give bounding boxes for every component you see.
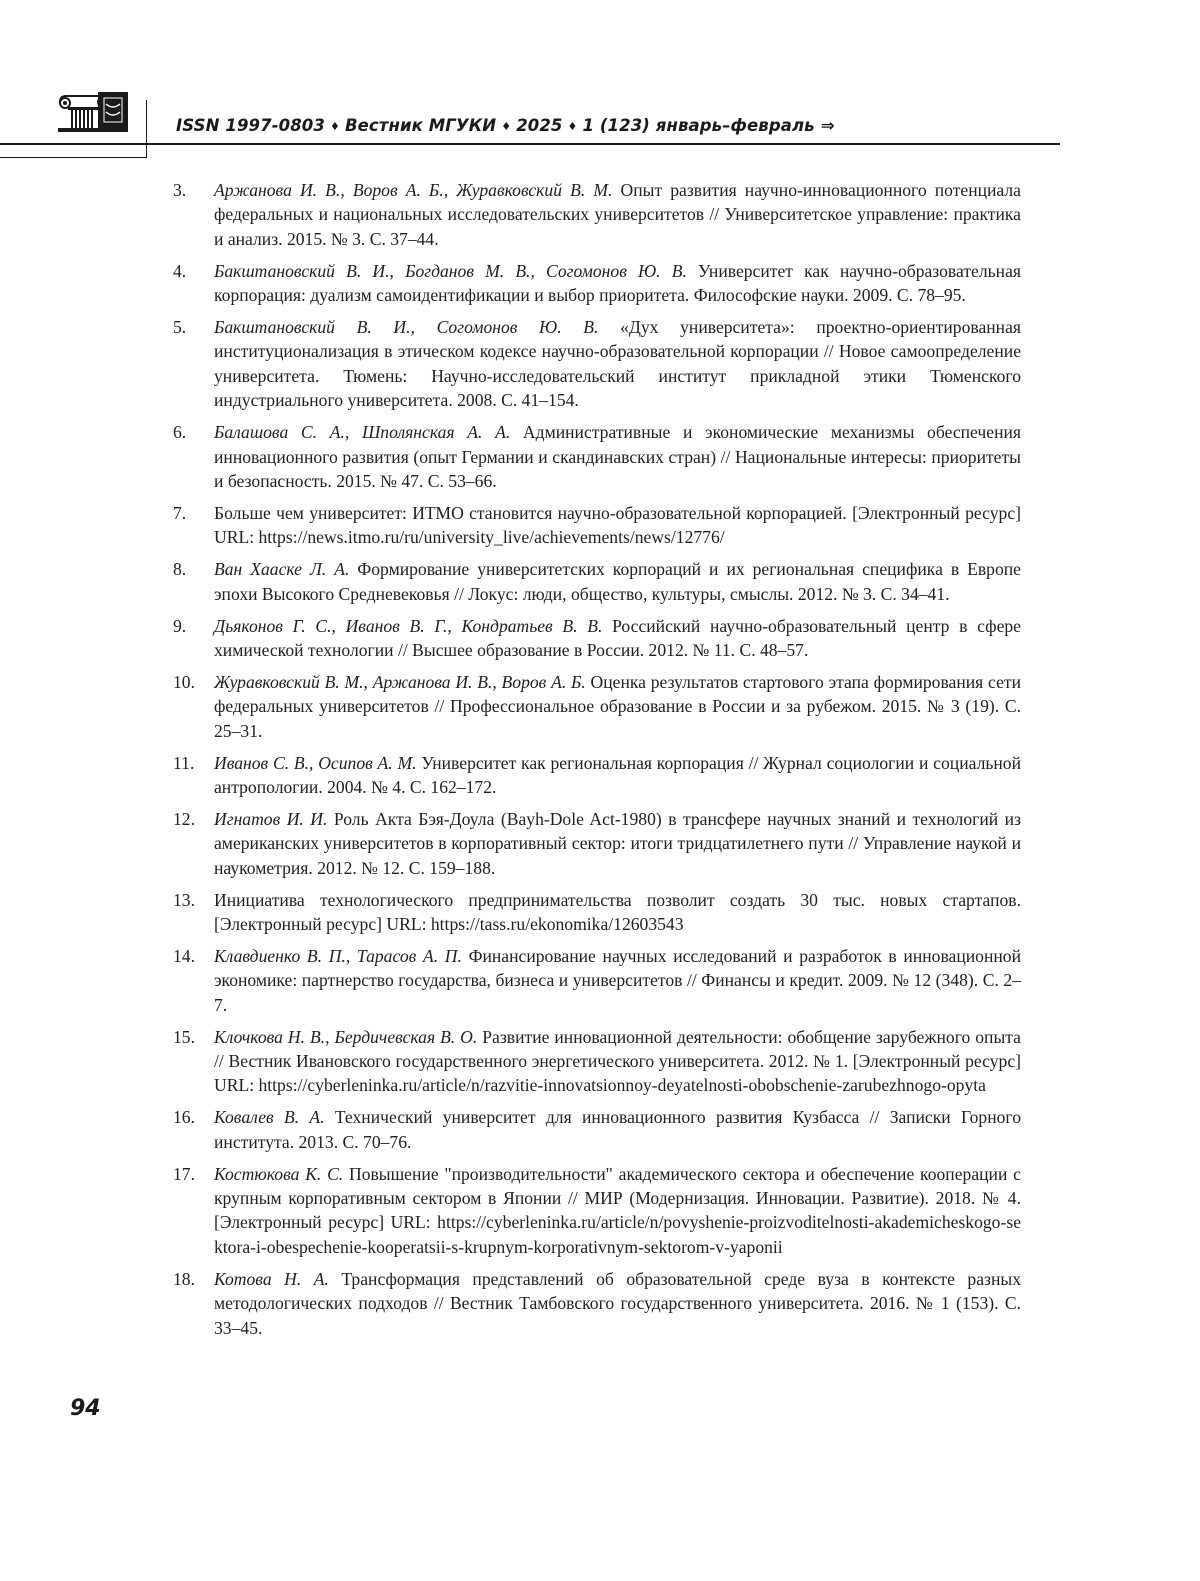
header-vertical-rule [146, 100, 147, 157]
reference-item [173, 259, 1021, 308]
reference-number: 12. [173, 808, 195, 829]
reference-text: Инициатива технологического предпринимательства позволит создать 30 тыс. новых стартапов. [Электронный ресурс] URL: [214, 889, 1021, 934]
reference-authors: Клавдиенко В. П., Тарасов А. П. [214, 945, 462, 966]
reference-number: 13. [173, 889, 195, 910]
reference-item [173, 670, 1021, 743]
reference-number: 8. [173, 559, 187, 580]
reference-item [173, 1267, 1021, 1340]
reference-authors: Журавковский В. М., Аржанова И. В., Воров А. Б. [214, 671, 586, 692]
reference-authors: Игнатов И. И. [214, 808, 328, 829]
reference-text: Трансформация представлений об образовательной среде вуза в контексте разных методологических подходов // Вестник Тамбовского государственного университета. 2016. № 1 (153). С. 33–45. [214, 1268, 1021, 1338]
reference-item [173, 1025, 1021, 1098]
reference-number: 14. [173, 945, 195, 966]
reference-authors: Аржанова И. В., Воров А. Б., Журавковский В. М. [214, 180, 613, 200]
header-separator: ♦ [501, 120, 512, 133]
reference-url[interactable]: https://cyberleninka.ru/article/n/razvitie-innovatsionnoy-deyatelnosti-obobschenie-zarubezhnogo-opyta [258, 1075, 986, 1096]
reference-text: Административные и экономические механизмы обеспечения инновационного развития (опыт Германии и скандинавских стран) // Национальные интересы: приоритеты и безопасность. 2015. № 47. С. 53–66. [214, 422, 1021, 491]
reference-list [173, 178, 1021, 1347]
header-issue: 1 (123) январь–февраль [582, 116, 815, 135]
reference-text: Финансирование научных исследований и разработок в инновационной экономике: партнерство государства, бизнеса и университетов // Финансы и кредит. 2009. № 12 (348). С. 2–7. [214, 945, 1021, 1015]
reference-item [173, 557, 1021, 606]
reference-item [173, 888, 1021, 937]
reference-number: 10. [173, 671, 195, 692]
reference-text: Повышение "производительности" академического сектора и обеспечение кооперации с крупным корпоративным сектором в Японии // МИР (Модернизация. Инновации. Развитие). 2018. № 4. [Электронный ресурс] URL: [214, 1163, 1021, 1233]
reference-item [173, 751, 1021, 800]
reference-url[interactable]: https://tass.ru/ekonomika/12603543 [430, 913, 684, 934]
reference-item [173, 420, 1021, 493]
reference-number: 17. [173, 1163, 195, 1184]
page-number: 94 [70, 1396, 101, 1421]
reference-authors: Балашова С. А., Шполянская А. А. [214, 422, 511, 443]
reference-text: Роль Акта Бэя-Доула (Bayh-Dole Act-1980) в трансфере научных знаний и технологий из американских университетов в корпоративный сектор: итоги тридцатилетнего пути // Управление наукой и наукометрия. 2012. № 12. С. 159–188. [214, 808, 1021, 878]
reference-text: Российский научно-образовательный центр в сфере химической технологии // Высшее образование в России. 2012. № 11. С. 48–57. [214, 615, 1021, 660]
reference-text: Формирование университетских корпораций и их региональная специфика в Европе эпохи Высокого Средневековья // Локус: люди, общество, культуры, смыслы. 2012. № 3. С. 34–41. [214, 559, 1021, 604]
reference-authors: Дьяконов Г. С., Иванов В. Г., Кондратьев В. В. [214, 615, 603, 636]
reference-number: 6. [173, 422, 187, 443]
reference-authors: Ковалев В. А. [214, 1107, 325, 1128]
reference-number: 16. [173, 1107, 195, 1128]
reference-number: 7. [173, 502, 187, 523]
reference-text: Больше чем университет: ИТМО становится научно-образовательной корпорацией. [Электронный ресурс] URL: [214, 502, 1021, 548]
reference-item [173, 944, 1021, 1017]
reference-item [173, 807, 1021, 880]
header-journal: Вестник МГУКИ [344, 116, 497, 135]
reference-authors: Иванов С. В., Осипов А. М. [214, 752, 417, 773]
reference-item [173, 315, 1021, 413]
reference-number: 15. [173, 1026, 195, 1047]
reference-number: 4. [173, 260, 187, 281]
reference-authors: Бакштановский В. И., Согомонов Ю. В. [214, 317, 599, 338]
reference-item [173, 1105, 1021, 1154]
header-left-rule [0, 157, 147, 158]
reference-number: 9. [173, 615, 187, 636]
reference-url[interactable]: https://news.itmo.ru/ru/university_live/achievements/news/12776/ [258, 527, 725, 548]
reference-text: Университет как региональная корпорация // Журнал социологии и социальной антропологии. 2004. № 4. С. 162–172. [214, 752, 1022, 797]
reference-url[interactable]: https://cyberleninka.ru/article/n/povyshenie-proizvoditelnosti-akademicheskogo-sektora-i-obespechenie-kooperatsii-s-krupnym-korporativnym-sektorom-v-yaponii [214, 1212, 1021, 1257]
reference-number: 5. [173, 317, 187, 338]
ionic-column-logo-icon [56, 92, 128, 138]
reference-text: Университет как научно-образовательная корпорация: дуализм самоидентификации и выбор приоритета. Философские науки. 2009. С. 78–95. [214, 260, 1021, 306]
reference-item [173, 1162, 1021, 1260]
reference-text: Технический университет для инновационного развития Кузбасса // Записки Горного института. 2013. С. 70–76. [214, 1107, 1021, 1152]
header-separator: ♦ [567, 120, 578, 133]
reference-item [173, 501, 1021, 550]
reference-authors: Бакштановский В. И., Богданов М. В., Согомонов Ю. В. [214, 260, 687, 281]
reference-authors: Клочкова Н. В., Бердичевская В. О. [214, 1026, 478, 1047]
reference-number: 11. [173, 752, 195, 773]
header-issn: ISSN 1997-0803 [176, 116, 325, 135]
reference-text: «Дух университета»: проектно-ориентированная институционализация в этическом кодексе научно-образовательной корпорации // Новое самоопределение университета. Тюмень: Научно-исследовательский институт прикладной этики Тюменского индустриального университета. 2008. С. 41–154. [214, 317, 1021, 411]
header-separator: ♦ [329, 120, 340, 133]
reference-item [173, 178, 1021, 251]
reference-item [173, 614, 1021, 663]
reference-text: Развитие инновационной деятельности: обобщение зарубежного опыта // Вестник Ивановского государственного энергетического университета. 2012. № 1. [Электронный ресурс] URL: [214, 1026, 1021, 1096]
reference-number: 18. [173, 1268, 195, 1289]
header-year: 2025 [516, 116, 563, 135]
header-rule [0, 143, 1060, 145]
running-header [176, 116, 835, 135]
reference-text: Оценка результатов стартового этапа формирования сети федеральных университетов // Профессиональное образование в России и за рубежом. 2015. № 3 (19). С. 25–31. [214, 671, 1021, 741]
reference-authors: Костюкова К. С. [214, 1163, 344, 1184]
reference-text: Опыт развития научно-инновационного потенциала федеральных и национальных исследовательских университетов // Университетское управление: практика и анализ. 2015. № 3. С. 37–44. [214, 180, 1021, 249]
arrow-icon: ⇒ [820, 116, 835, 135]
reference-authors: Котова Н. А. [214, 1268, 329, 1289]
reference-authors: Ван Хааске Л. А. [214, 559, 350, 580]
reference-number: 3. [173, 180, 187, 200]
